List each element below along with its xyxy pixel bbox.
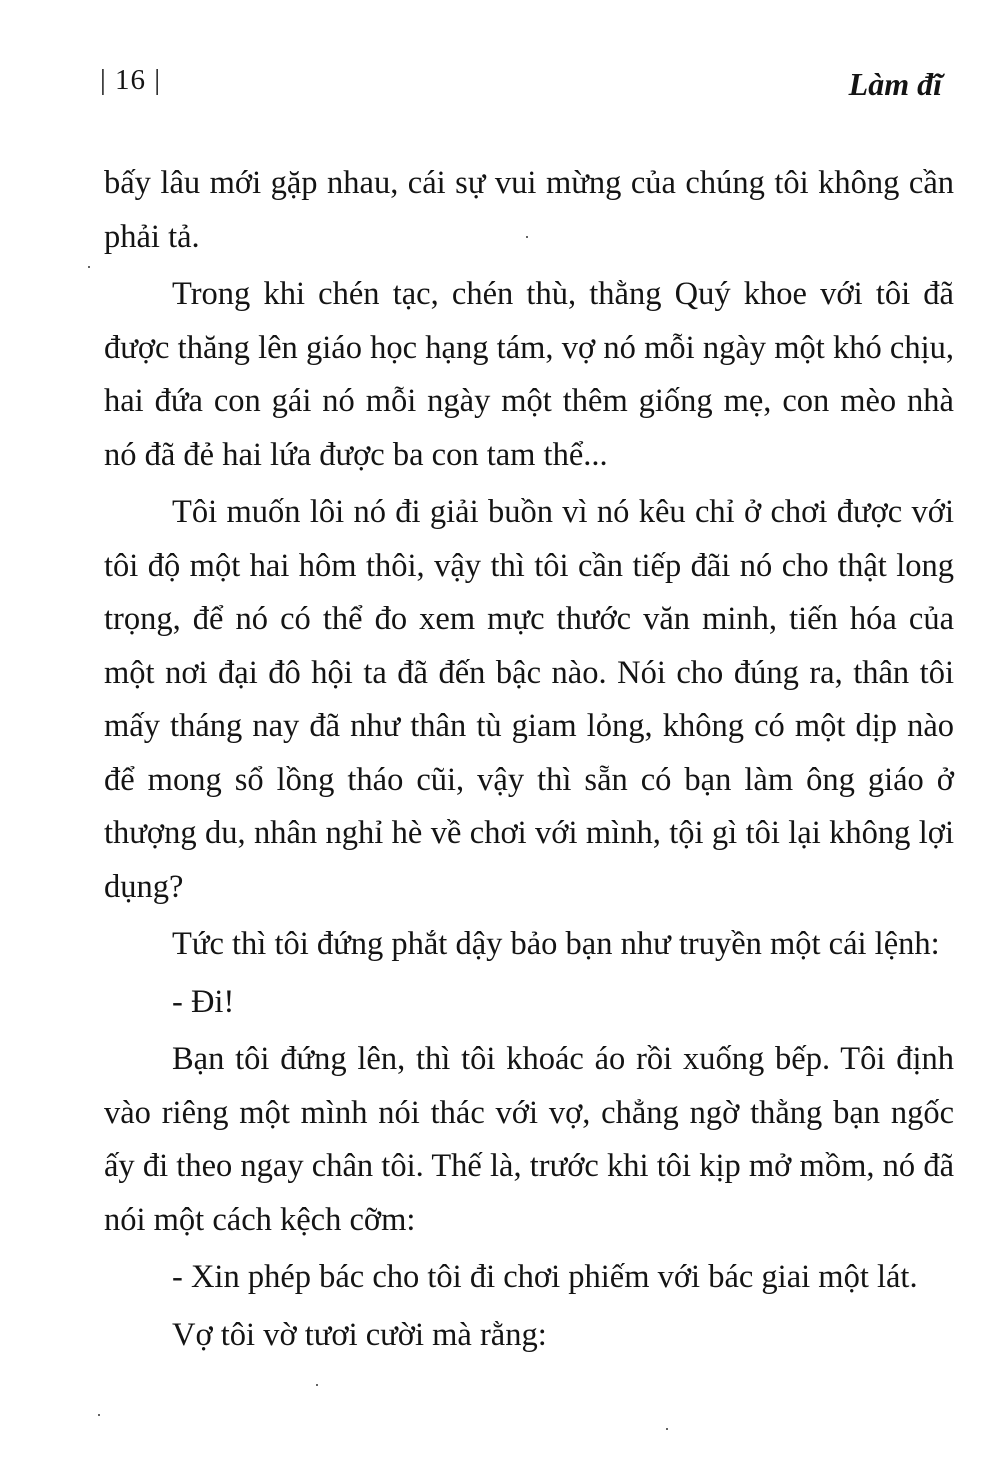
running-title: Làm đĩ (848, 66, 942, 102)
page-header (100, 64, 942, 108)
print-speck (316, 1384, 318, 1386)
paragraph: Trong khi chén tạc, chén thù, thằng Quý khoe với tôi đã được thăng lên giáo học hạng tám, vợ nó mỗi ngày một khó chịu, hai đứa con gái nó mỗi ngày một thêm giống mẹ, con mèo nhà nó đã đẻ hai lứa được ba con tam thể... (104, 276, 954, 473)
print-speck (98, 1414, 100, 1416)
paragraph: Tức thì tôi đứng phắt dậy bảo bạn như truyền một cái lệnh: (172, 926, 940, 962)
paragraph: Tôi muốn lôi nó đi giải buồn vì nó kêu chỉ ở chơi được với tôi độ một hai hôm thôi, vậy thì tôi cần tiếp đãi nó cho thật long trọng, để nó có thể đo xem mực thước văn minh, tiến hóa của một nơi đại đô hội ta đã đến bậc nào. Nói cho đúng ra, thân tôi mấy tháng nay đã như thân tù giam lỏng, không có một dịp nào để mong sổ lồng tháo cũi, vậy thì sẵn có bạn làm ông giáo ở thượng du, nhân nghỉ hè về chơi với mình, tội gì tôi lại không lợi dụng? (104, 494, 954, 905)
paragraph: - Xin phép bác cho tôi đi chơi phiếm với bác giai một lát. (172, 1259, 918, 1295)
paragraph: - Đi! (172, 983, 235, 1020)
print-speck (666, 1428, 668, 1430)
print-speck (88, 266, 90, 268)
paragraph: bấy lâu mới gặp nhau, cái sự vui mừng của chúng tôi không cần phải tả. (104, 165, 954, 255)
paragraph: Bạn tôi đứng lên, thì tôi khoác áo rồi xuống bếp. Tôi định vào riêng một mình nói thác với vợ, chẳng ngờ thằng bạn ngốc ấy đi theo ngay chân tôi. Thế là, trước khi tôi kịp mở mồm, nó đã nói một cách kệch cỡm: (104, 1041, 954, 1238)
print-speck (526, 236, 528, 238)
page-number: | 16 | (100, 64, 162, 96)
body-text (104, 157, 954, 1362)
paragraph: Vợ tôi vờ tươi cười mà rằng: (172, 1316, 547, 1353)
